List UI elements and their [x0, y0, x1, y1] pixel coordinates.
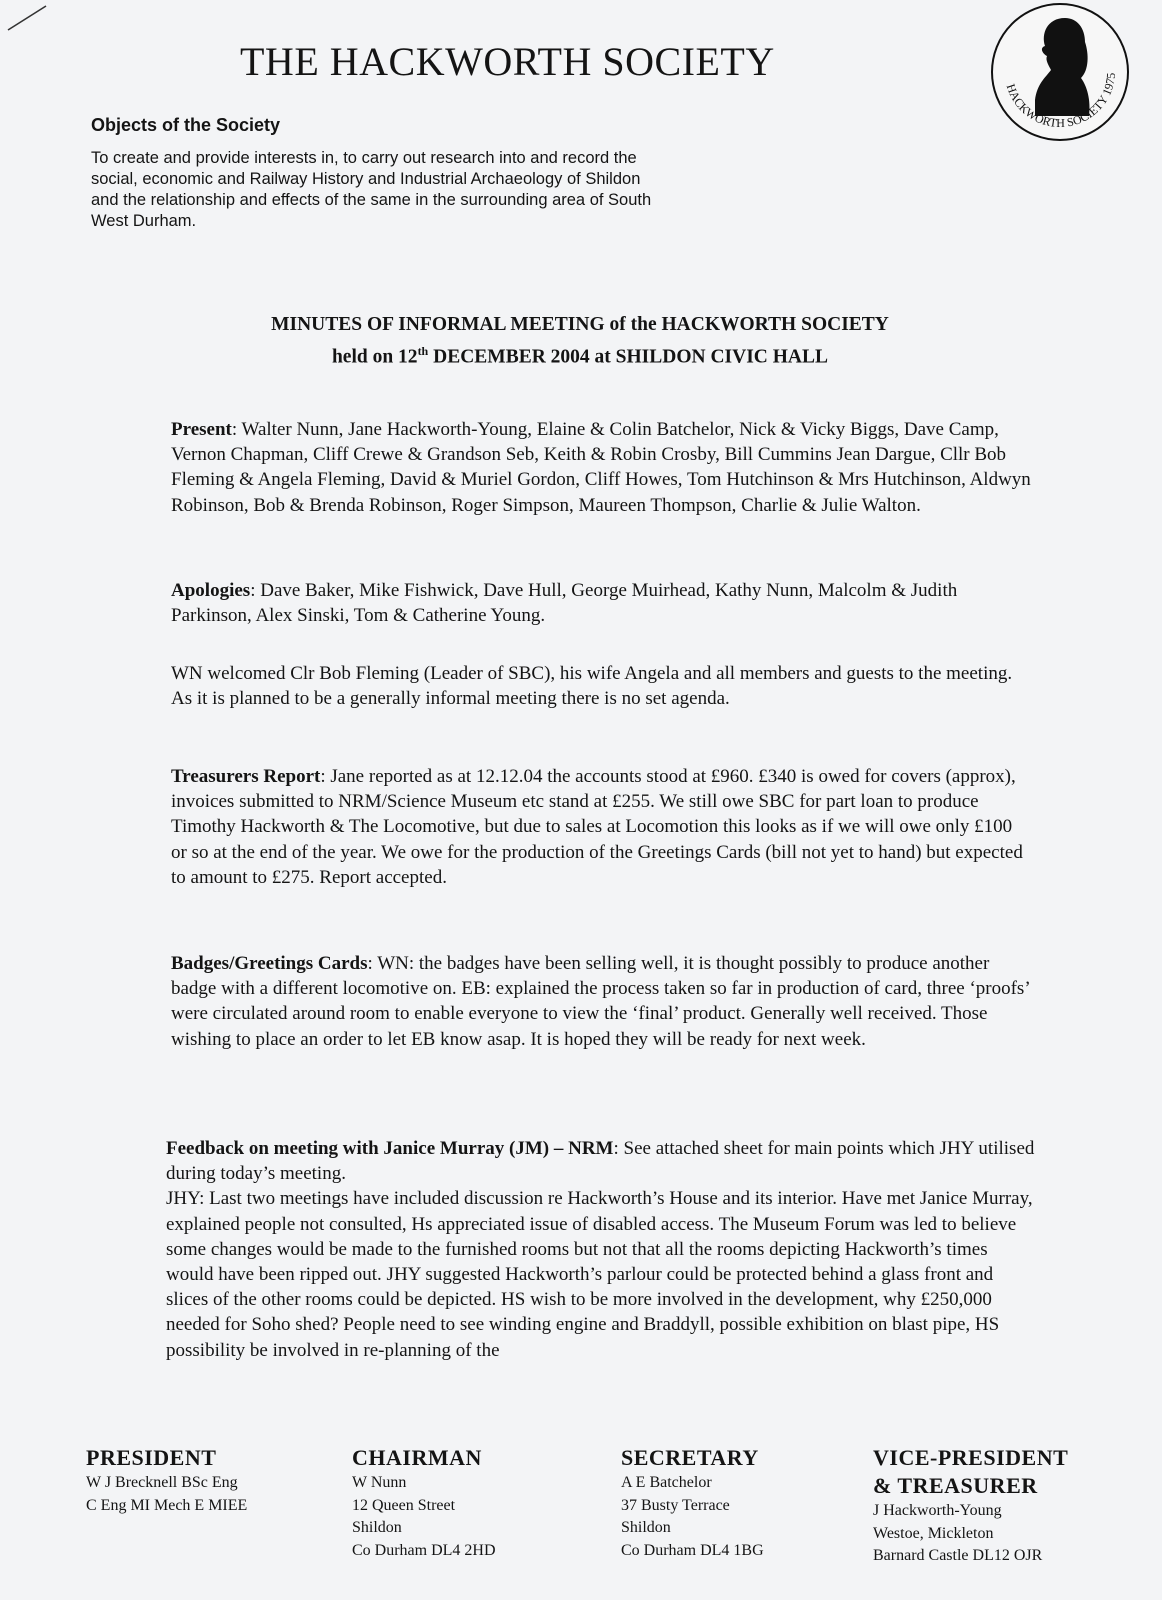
footer-chairman [352, 1444, 582, 1562]
present-paragraph [171, 417, 1031, 518]
treasurer-label: Treasurers Report [171, 766, 321, 787]
chairman-line: Shildon [352, 1519, 402, 1536]
present-label: Present [171, 419, 232, 440]
chairman-line: 12 Queen Street [352, 1496, 456, 1514]
society-title: THE HACKWORTH SOCIETY [240, 39, 775, 84]
chairman-line: Co Durham DL4 2HD [352, 1541, 496, 1559]
apologies-text: : Dave Baker, Mike Fishwick, Dave Hull, George Muirhead, Kathy Nunn, Malcolm & Judith Parkinson, Alex Sinski, Tom & Catherine Young. [171, 580, 958, 627]
badges-paragraph [171, 951, 1031, 1052]
footer-president [86, 1444, 326, 1517]
secretary-line: 37 Busty Terrace [621, 1496, 730, 1514]
vice-line: J Hackworth-Young [873, 1502, 1002, 1519]
secretary-role: SECRETARY [621, 1445, 759, 1470]
pen-mark [6, 2, 50, 32]
objects-text: To create and provide interests in, to carry out research into and record the social, economic and Railway History and Industrial Archaeology of Shildon and the relationship and effects of the same in the surrounding area of South West Durham. [91, 149, 652, 230]
vice-line: Westoe, Mickleton [873, 1524, 994, 1542]
footer-vice-president [873, 1444, 1123, 1568]
footer-secretary [621, 1444, 841, 1562]
president-role: PRESIDENT [86, 1445, 217, 1470]
feedback-text-2: JHY: Last two meetings have included discussion re Hackworth’s House and its interior. Have met Janice Murray, explained people not consulted, Hs appreciated issue of disabled access. The Museum Forum was led to believe some changes would be made to the furnished rooms but not that all the rooms depicting Hackworth’s times would have been ripped out. JHY suggested Hackworth’s parlour could be protected behind a glass front and slices of the other rooms could be depicted. HS wish to be more involved in the development, why £250,000 needed for Soho shed? People need to see winding engine and Braddyll, possible exhibition on blast pipe, HS possibility be involved in re-planning of the [166, 1188, 1033, 1361]
feedback-paragraph [166, 1136, 1036, 1363]
president-line: W J Brecknell BSc Eng [86, 1474, 238, 1491]
objects-heading: Objects of the Society [91, 115, 281, 135]
minutes-heading-line1: MINUTES OF INFORMAL MEETING of the HACKWORTH SOCIETY [271, 314, 889, 335]
vice-line: Barnard Castle DL12 OJR [873, 1547, 1043, 1564]
treasurer-paragraph [171, 764, 1031, 890]
badges-text: : WN: the badges have been selling well, it is thought possibly to produce another badge with a different locomotive on. EB: explained the process taken so far in production of card, three ‘proofs’ were circulated around room to enable everyone to view the ‘final’ product. Generally well received. Those wishing to place an order to let EB know asap. It is hoped they will be ready for next week. [171, 953, 1030, 1050]
secretary-line: Co Durham DL4 1BG [621, 1541, 764, 1559]
society-logo-icon [985, 0, 1135, 150]
logo-ring-text: HACKWORTH SOCIETY 1975 [1003, 72, 1119, 131]
secretary-line: Shildon [621, 1519, 671, 1536]
treasurer-text: : Jane reported as at 12.12.04 the accounts stood at £960. £340 is owed for covers (approx), invoices submitted to NRM/Science Museum etc stand at £255. We still owe SBC for part loan to produce Timothy Hackworth & The Locomotive, but due to sales at Locomotion this looks as if we will owe only £100 or so at the end of the year. We owe for the production of the Greetings Cards (bill not yet to hand) but expected to amount to £275. Report accepted. [171, 766, 1023, 888]
chairman-role: CHAIRMAN [352, 1445, 482, 1470]
welcome-paragraph: WN welcomed Clr Bob Fleming (Leader of SBC), his wife Angela and all members and guests to the meeting. As it is planned to be a generally informal meeting there is no set agenda. [171, 663, 1013, 710]
minutes-heading-line2: held on 12th DECEMBER 2004 at SHILDON CIVIC HALL [331, 344, 829, 368]
badges-label: Badges/Greetings Cards [171, 953, 368, 974]
minutes-heading [160, 312, 1000, 371]
present-text: : Walter Nunn, Jane Hackworth-Young, Elaine & Colin Batchelor, Nick & Vicky Biggs, Dave Camp, Vernon Chapman, Cliff Crewe & Grandson Seb, Keith & Robin Crosby, Bill Cummins Jean Dargue, Cllr Bob Fleming & Angela Fleming, David & Muriel Gordon, Cliff Howes, Tom Hutchinson & Mrs Hutchinson, Aldwyn Robinson, Bob & Brenda Robinson, Roger Simpson, Maureen Thompson, Charlie & Julie Walton. [171, 419, 1031, 516]
president-line: C Eng MI Mech E MIEE [86, 1496, 248, 1514]
objects-section [91, 115, 661, 232]
feedback-text: : See attached sheet for main points which JHY utilised during today’s meeting. [166, 1138, 1035, 1185]
apologies-label: Apologies [171, 580, 251, 601]
secretary-line: A E Batchelor [621, 1474, 712, 1491]
feedback-label: Feedback on meeting with Janice Murray (JM) – NRM [166, 1138, 614, 1159]
vice-role-2: & TREASURER [873, 1473, 1038, 1498]
apologies-paragraph [171, 578, 1031, 628]
chairman-line: W Nunn [352, 1474, 407, 1491]
vice-role-1: VICE-PRESIDENT [873, 1445, 1069, 1470]
